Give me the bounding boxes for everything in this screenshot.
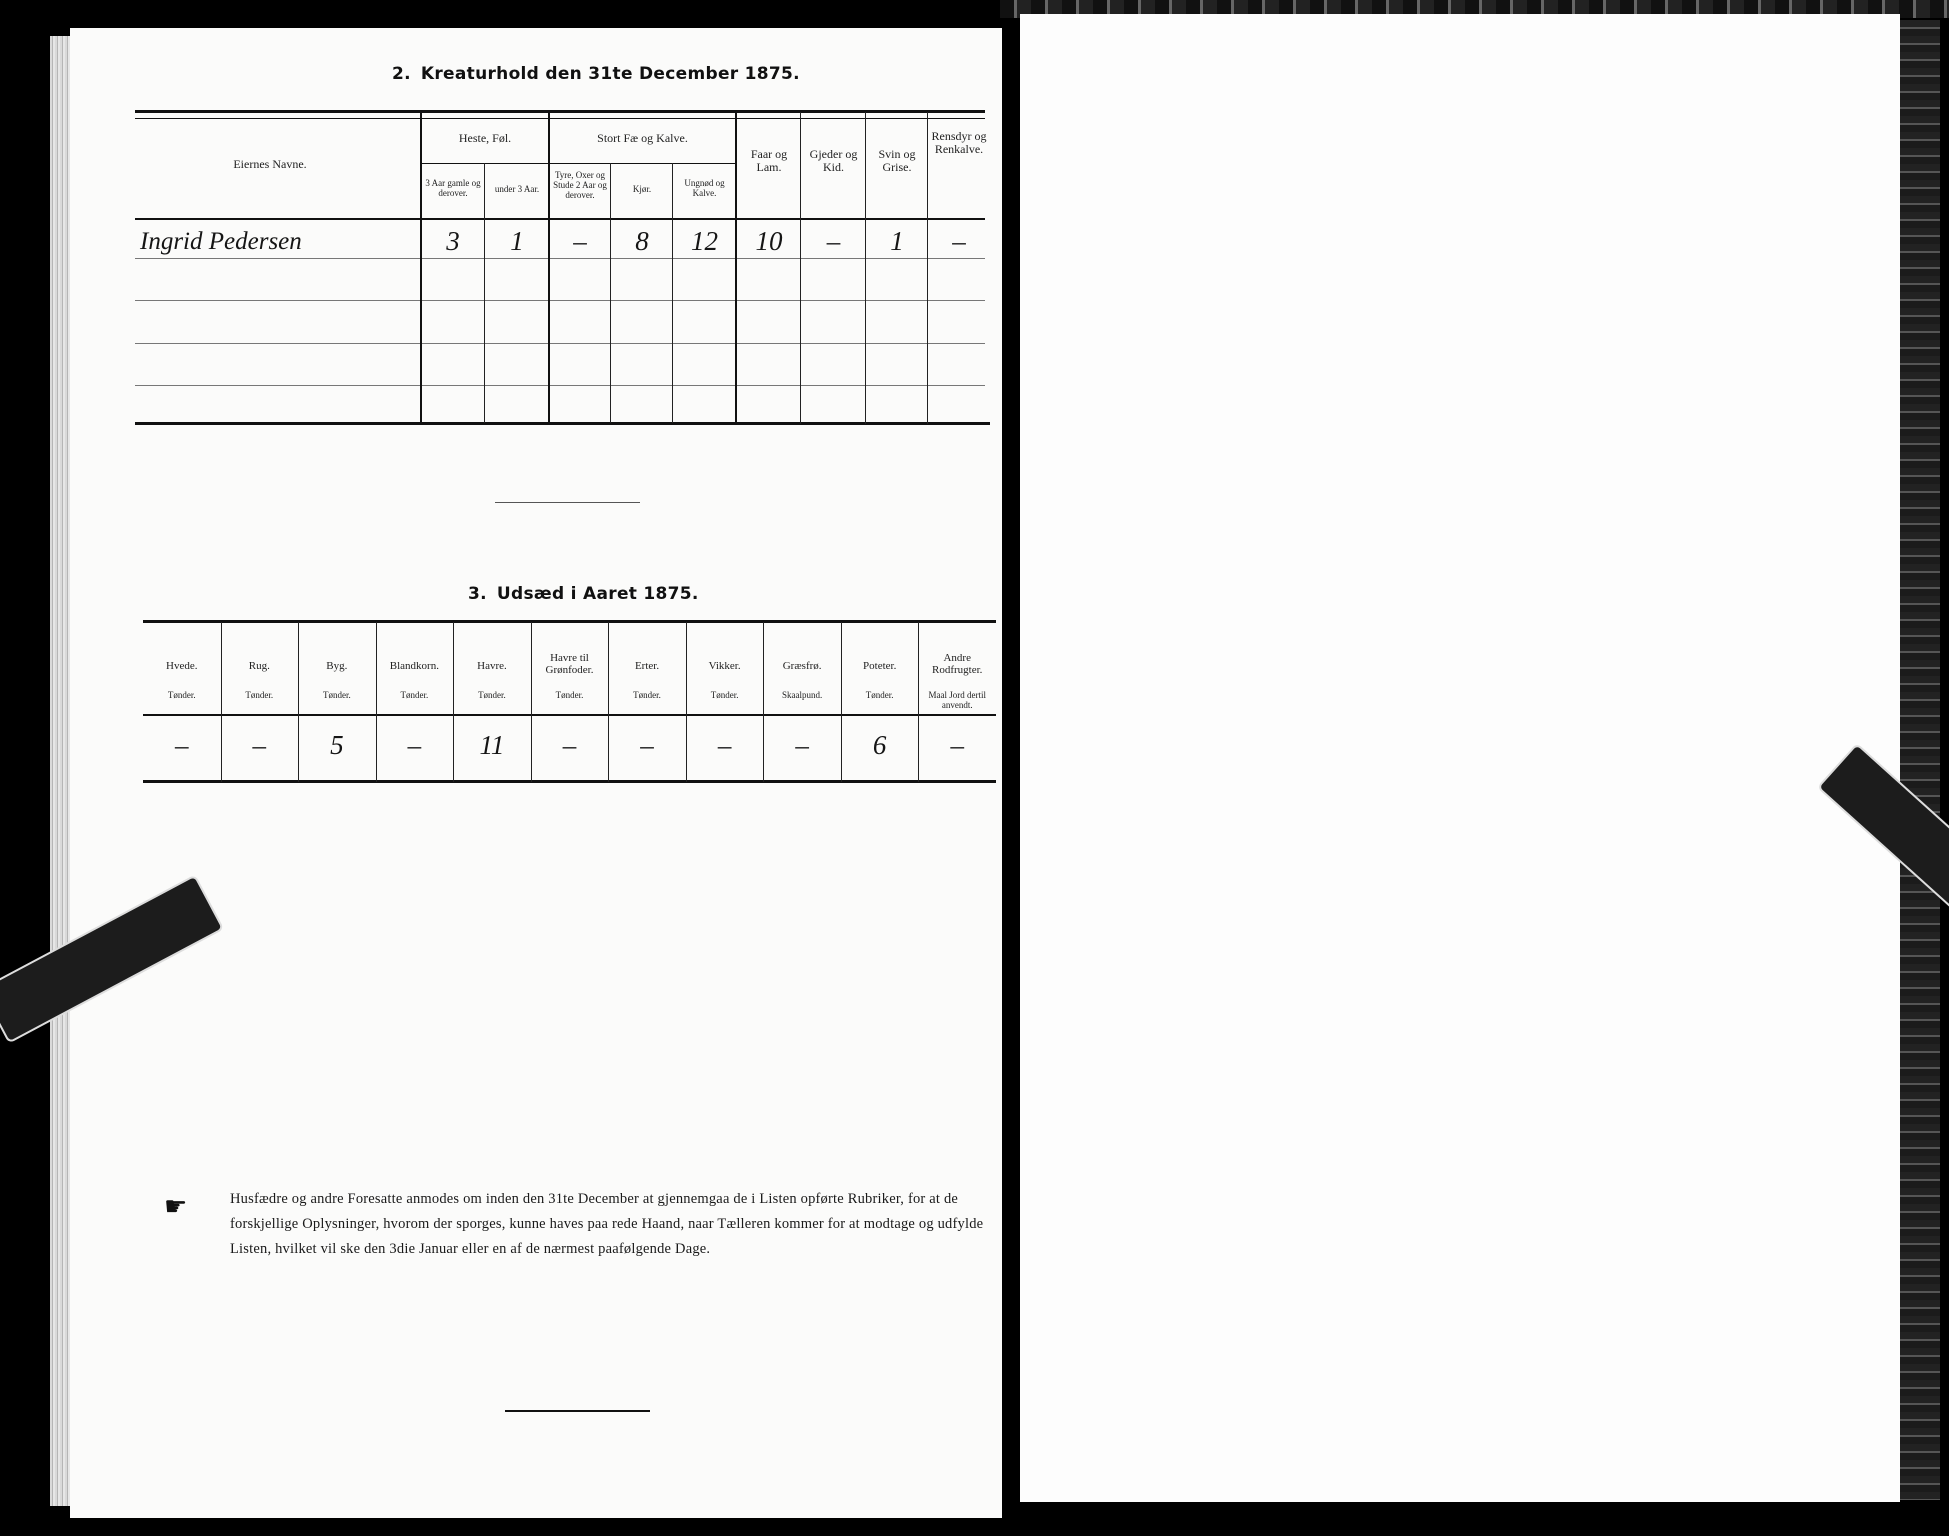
sowing-header-unit: Tønder. bbox=[478, 690, 506, 700]
row-rule-1 bbox=[135, 258, 985, 259]
sowing-header-label: Andre Rodfrugter. bbox=[932, 652, 983, 676]
row-rule-4 bbox=[135, 385, 985, 386]
header-goats: Gjeder og Kid. bbox=[809, 147, 858, 174]
section-2-bottom-rule bbox=[135, 422, 990, 425]
value-reindeer: – bbox=[952, 226, 966, 256]
col-divider bbox=[735, 112, 737, 424]
section-3-header-rule bbox=[143, 714, 996, 716]
sowing-header-label: Vikker. bbox=[708, 660, 741, 672]
header-horses-old: 3 Aar gamle og derover. bbox=[425, 178, 481, 198]
sowing-header-unit: Maal Jord dertil anvendt. bbox=[928, 690, 986, 710]
col-divider bbox=[800, 112, 801, 424]
sowing-header-unit: Tønder. bbox=[555, 690, 584, 700]
header-cattle: Stort Fæ og Kalve. bbox=[597, 131, 688, 145]
sowing-value: – bbox=[950, 730, 964, 760]
value-goats: – bbox=[826, 226, 841, 256]
value-sheep: 10 bbox=[755, 226, 783, 256]
sowing-header-label: Poteter. bbox=[863, 660, 897, 672]
sowing-value: – bbox=[640, 730, 654, 760]
sowing-value: – bbox=[407, 730, 422, 760]
sowing-header-unit: Tønder. bbox=[633, 690, 661, 700]
sowing-header-unit: Tønder. bbox=[710, 690, 739, 700]
col-divider bbox=[420, 112, 422, 424]
right-page-blank bbox=[1020, 14, 1900, 1502]
sowing-header-label: Byg. bbox=[326, 660, 348, 672]
section-3-number: 3. bbox=[468, 584, 487, 604]
section-3-title-text: Udsæd i Aaret 1875. bbox=[496, 584, 699, 604]
value-bulls: – bbox=[573, 226, 587, 256]
header-owner-names: Eiernes Navne. bbox=[233, 157, 307, 171]
pointing-hand-icon: ☛ bbox=[164, 1192, 188, 1221]
sowing-header-unit: Skaalpund. bbox=[782, 690, 823, 700]
sowing-header-label: Havre til Grønfoder. bbox=[545, 652, 594, 676]
header-horses-young: under 3 Aar. bbox=[494, 184, 540, 194]
end-dash bbox=[505, 1410, 650, 1412]
sowing-header-label: Erter. bbox=[634, 660, 660, 672]
header-horses: Heste, Føl. bbox=[458, 131, 512, 145]
section-2-number: 2. bbox=[392, 64, 411, 84]
col-divider bbox=[610, 163, 611, 423]
group-header-rule bbox=[420, 163, 735, 164]
sowing-header-label: Rug. bbox=[248, 660, 270, 672]
col-divider bbox=[927, 112, 928, 424]
col-divider bbox=[484, 163, 485, 423]
header-sheep: Faar og Lam. bbox=[750, 147, 788, 174]
col-divider bbox=[548, 112, 550, 424]
sowing-header-unit: Tønder. bbox=[400, 690, 429, 700]
owner-name: Ingrid Pedersen bbox=[140, 228, 302, 255]
col-divider bbox=[865, 112, 866, 424]
sowing-value: – bbox=[795, 730, 809, 760]
book-edge-right bbox=[1900, 20, 1940, 1500]
sowing-header-unit: Tønder. bbox=[865, 690, 894, 700]
value-young-cattle: 12 bbox=[691, 226, 718, 256]
sowing-value: – bbox=[562, 730, 577, 760]
sowing-header-unit: Tønder. bbox=[245, 690, 274, 700]
header-young-cattle: Ungnød og Kalve. bbox=[684, 178, 725, 198]
sowing-value: 6 bbox=[872, 730, 887, 760]
separator-dash bbox=[495, 502, 640, 503]
sowing-header-unit: Tønder. bbox=[167, 690, 196, 700]
section-2-top-rule-thin bbox=[135, 118, 985, 119]
row-rule-2 bbox=[135, 300, 985, 301]
section-2-title-text: Kreaturhold den 31te December 1875. bbox=[420, 64, 800, 84]
sowing-value: 11 bbox=[479, 730, 505, 760]
value-pigs: 1 bbox=[890, 226, 904, 256]
section-3-bottom-rule bbox=[143, 780, 996, 783]
sowing-header-label: Hvede. bbox=[166, 660, 198, 672]
col-divider bbox=[672, 163, 673, 423]
value-horses-young: 1 bbox=[510, 226, 524, 256]
sowing-header-unit: Tønder. bbox=[322, 690, 351, 700]
value-cows: 8 bbox=[635, 226, 649, 256]
section-3-title bbox=[468, 584, 709, 604]
sowing-value: – bbox=[252, 730, 267, 760]
sowing-header-label: Blandkorn. bbox=[389, 660, 439, 672]
section-3-top-rule bbox=[143, 620, 996, 623]
header-bulls: Tyre, Oxer og Stude 2 Aar og derover. bbox=[553, 170, 607, 200]
sowing-value: – bbox=[717, 730, 732, 760]
header-bottom-rule bbox=[135, 218, 985, 220]
sowing-header-label: Græsfrø. bbox=[782, 660, 822, 672]
row-rule-3 bbox=[135, 343, 985, 344]
sowing-value: 5 bbox=[330, 730, 344, 760]
sowing-value: – bbox=[175, 730, 189, 760]
sowing-header-label: Havre. bbox=[477, 660, 507, 672]
header-pigs: Svin og Grise. bbox=[878, 147, 916, 174]
header-cows: Kjør. bbox=[632, 184, 652, 194]
section-2-title bbox=[392, 64, 810, 84]
instructions-note: Husfædre og andre Foresatte anmodes om inden den 31te December at gjennemgaa de i Listen opførte Rubriker, for at de forskjellige Oplysninger, hvorom der sporges, kunne haves paa rede Haand, naar Tælleren kommer for at modtage og udfylde Listen, hvilket vil ske den 3die Januar eller en af de nærmest paafølgende Dage. bbox=[230, 1191, 984, 1257]
header-reindeer: Rensdyr og Renkalve. bbox=[931, 129, 987, 156]
section-2-top-rule bbox=[135, 110, 985, 113]
value-horses-old: 3 bbox=[446, 226, 460, 256]
